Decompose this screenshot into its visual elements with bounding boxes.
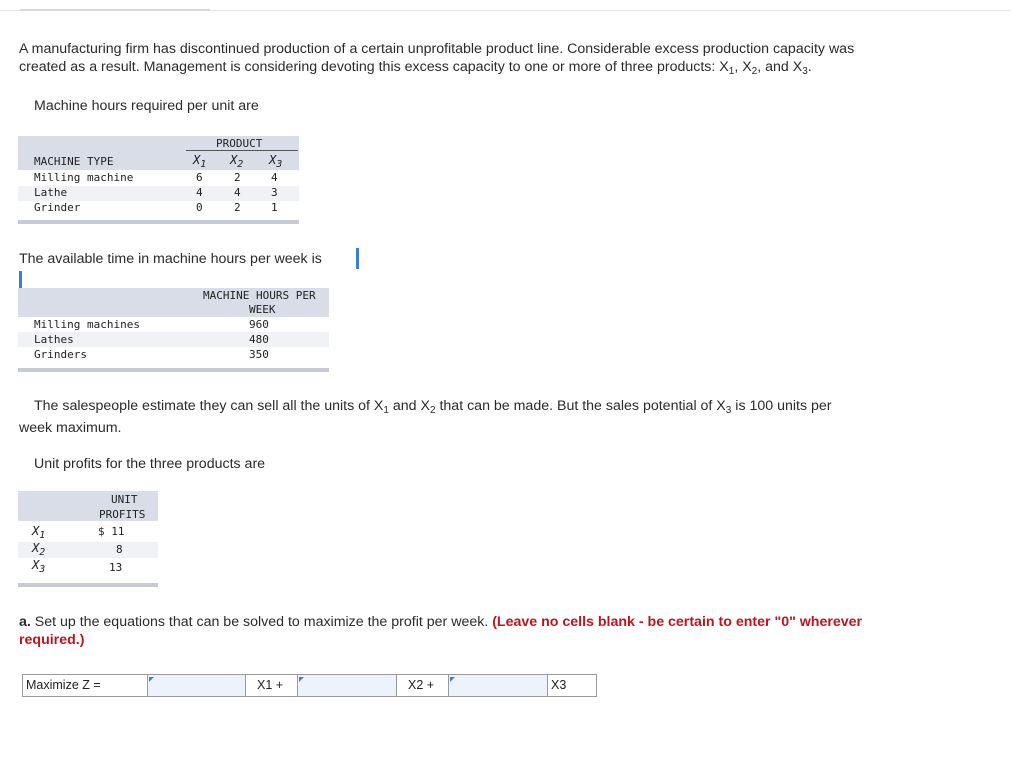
intro-line-2-prefix: created as a result. Management is considering devoting this excess capacity to one or more of three products: X	[19, 59, 729, 75]
table3-row-var: $X_3$	[32, 558, 46, 575]
table1-cell: 3	[271, 186, 278, 199]
x2-label: X2 +	[408, 678, 435, 692]
available-intro: The available time in machine hours per week is	[19, 251, 322, 267]
intro-sub-1: 1	[728, 66, 735, 77]
table1-cell: 2	[234, 171, 241, 184]
table2-cell: 350	[249, 348, 269, 361]
table3-cell: $ 11	[98, 525, 125, 538]
table1-cell: 6	[196, 171, 203, 184]
table2-header-line-2: WEEK	[249, 303, 276, 316]
table1-row-label: Grinder	[34, 201, 81, 214]
table1-cell: 4	[196, 186, 203, 199]
table1-bottom-rule	[18, 220, 299, 224]
table1-cell: 4	[271, 171, 278, 184]
sales-line-2: week maximum.	[19, 420, 122, 436]
unit-profits-intro: Unit profits for the three products are	[34, 456, 266, 472]
intro-end: .	[807, 59, 812, 75]
table1-row-label: Milling machine	[34, 171, 134, 184]
table3-bottom-rule	[18, 583, 158, 587]
intro-line-1: A manufacturing firm has discontinued production of a certain unprofitable product line. Considerable excess production capacity was	[19, 41, 855, 57]
intro-mid-1: , X	[734, 59, 752, 75]
table2-bottom-rule	[18, 368, 329, 372]
table1-group-underline	[186, 150, 298, 151]
question-line-1	[19, 613, 994, 631]
intro-sub-2: 2	[751, 66, 758, 77]
table3-row-var: $X_1$	[32, 524, 46, 541]
x2-coefficient-input[interactable]	[297, 675, 397, 696]
table1-cell: 2	[234, 201, 241, 214]
text-cursor	[356, 248, 359, 269]
x1-coefficient-input[interactable]	[147, 675, 246, 696]
table2-header-line-1: MACHINE HOURS PER	[203, 289, 316, 302]
table3-row-var: $X_2$	[32, 541, 46, 558]
table2-row-label: Lathes	[34, 333, 74, 346]
intro-mid-2: , and X	[757, 59, 803, 75]
question-text: Set up the equations that can be solved to maximize the profit per week.	[30, 614, 493, 630]
question-line-2: required.)	[19, 632, 85, 648]
table2-row-label: Grinders	[34, 348, 87, 361]
top-highlight	[20, 9, 210, 11]
table1-cell: 4	[234, 186, 241, 199]
table1-cell: 0	[196, 201, 203, 214]
table1-row-header: MACHINE TYPE	[34, 155, 114, 168]
x1-label: X1 +	[257, 678, 284, 692]
machine-hours-intro: Machine hours required per unit are	[34, 98, 259, 114]
table2-row-label: Milling machines	[34, 318, 140, 331]
table2-cell: 960	[249, 318, 269, 331]
table1-col-x2: $X_2$	[230, 153, 244, 170]
maximize-label: Maximize Z =	[26, 678, 101, 692]
sales-line-1: The salespeople estimate they can sell all the units of $X_1$ and $X_2$ that can be made. But the sales potential of $X_3$ is 100 units per	[34, 398, 832, 416]
table1-cell: 1	[271, 201, 278, 214]
x3-coefficient-input[interactable]	[448, 675, 548, 696]
intro-sub-3: 3	[802, 66, 808, 77]
question-instruction: (Leave no cells blank - be certain to enter "0" wherever	[492, 614, 863, 630]
table3-header-line-2: PROFITS	[99, 508, 146, 521]
table3-cell: 8	[116, 543, 123, 556]
table1-group-header: PRODUCT	[216, 137, 263, 150]
table3-header-line-1: UNIT	[111, 493, 138, 506]
objective-function-row	[22, 674, 597, 697]
table1-row-label: Lathe	[34, 186, 68, 199]
table3-cell: 13	[109, 561, 123, 574]
table1-col-x1: $X_1$	[193, 153, 207, 170]
x3-label: X3	[551, 678, 567, 692]
question-label: a.	[19, 614, 31, 630]
text-cursor-2	[19, 271, 22, 288]
table1-col-x3: $X_3$	[269, 153, 283, 170]
intro-line-2	[19, 58, 999, 81]
table2-cell: 480	[249, 333, 269, 346]
